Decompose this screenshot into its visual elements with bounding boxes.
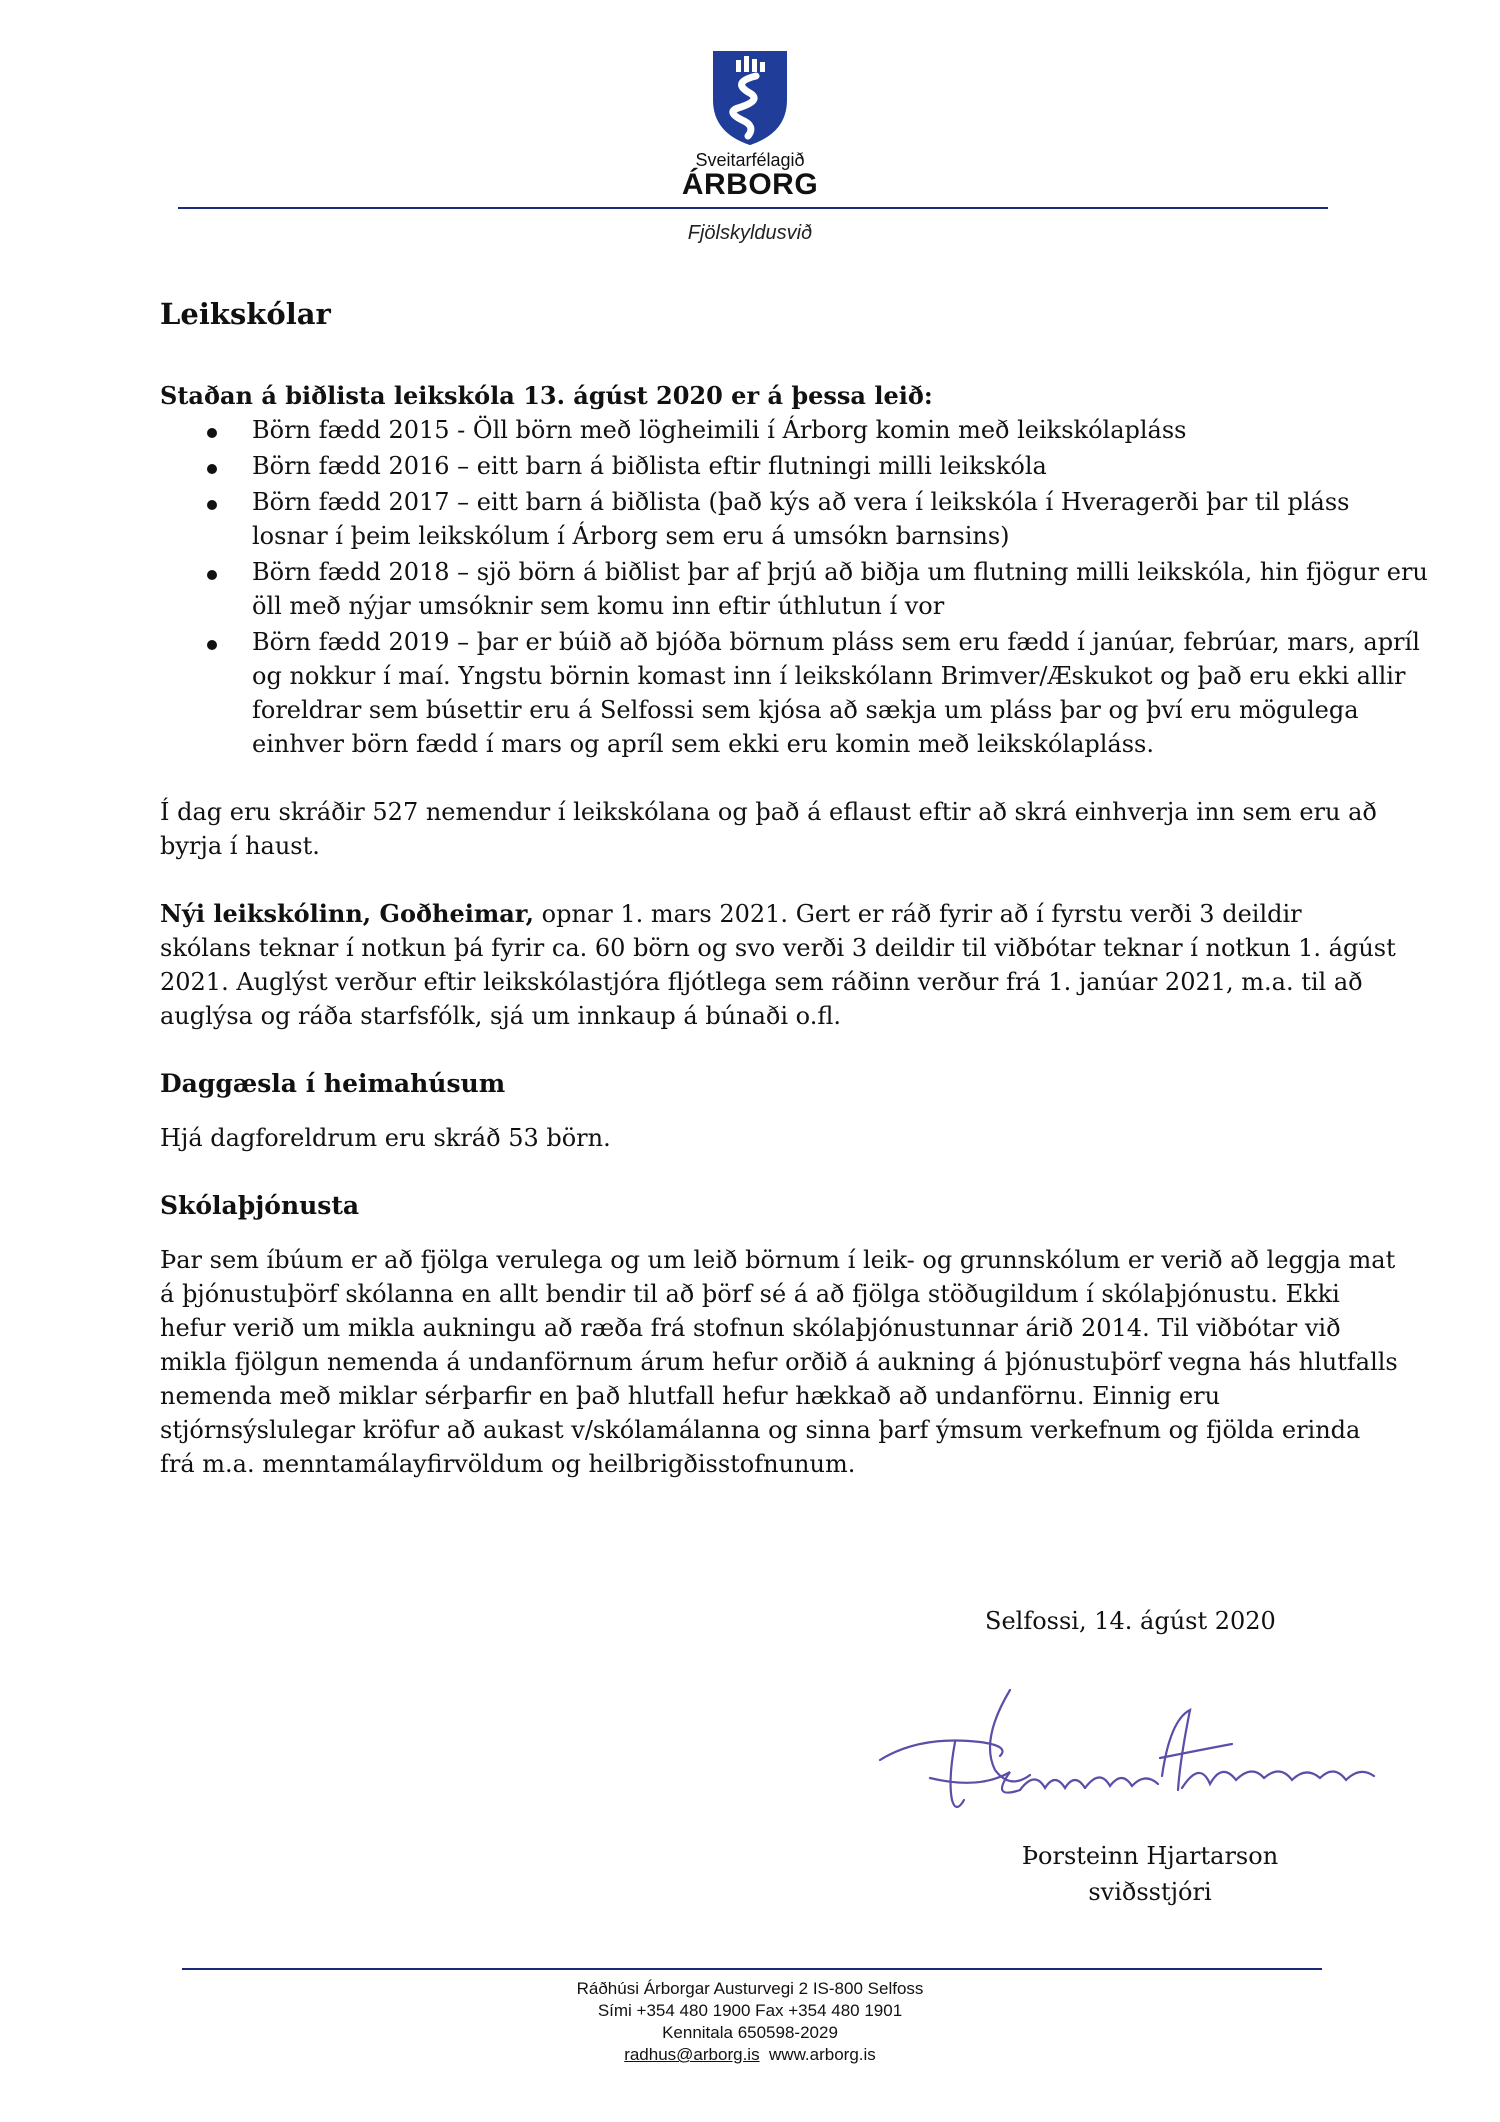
footer-address: Ráðhúsi Árborgar Austurvegi 2 IS-800 Selfoss	[576, 1979, 924, 1998]
signer-block	[1020, 1838, 1280, 1910]
page-title: Leikskólar	[160, 297, 331, 331]
list-item	[160, 625, 1430, 761]
services-paragraph: Þar sem íbúum er að fjölga verulega og um leið börnum í leik- og grunnskólum er verið að leggja mat á þjónustuþörf skólanna en allt bendir til að þörf sé á að fjölga stöðugildum í skólaþjónustu. Ekki hefur verið um mikla aukningu að ræða frá stofnun skólaþjónustunnar árið 2014. Til viðbótar við mikla fjölgun nemenda á undanförnum árum hefur orðið á aukning á þjónustuþörf vegna hás hlutfalls nemenda með miklar sérþarfir en það hlutfall hefur hækkað að undanförnu. Einnig eru stjórnsýslulegar kröfur að aukast v/skólamálanna og sinna þarf ýmsum verkefnum og fjölda erinda frá m.a. menntamálayfirvöldum og heilbrigðisstofnunum.	[160, 1246, 1398, 1478]
footer-kennitala: Kennitala 650598-2029	[662, 2023, 838, 2042]
website-text: www.arborg.is	[769, 2045, 876, 2064]
org-brand: ÁRBORG	[681, 168, 819, 201]
daycare-heading: Daggæsla í heimahúsum	[160, 1069, 506, 1098]
org-name: Sveitarfélagið	[695, 150, 805, 170]
waitlist-list	[160, 413, 1460, 761]
list-item-text: Börn fædd 2019 – þar er búið að bjóða börnum pláss sem eru fædd í janúar, febrúar, mars, apríl og nokkur í maí. Yngstu börnin komast inn í leikskólann Brimver/Æskukot og það eru ekki allir foreldrar sem búsettir eru á Selfossi sem kjósa að sækja um pláss þar og því eru mögulega einhver börn fædd í mars og apríl sem ekki eru komin með leikskólapláss.	[252, 628, 1420, 758]
signer-title: sviðsstjóri	[1088, 1878, 1212, 1906]
list-item	[160, 555, 1430, 623]
header-divider	[178, 207, 1328, 209]
footer-phone: Sími +354 480 1900 Fax +354 480 1901	[597, 2001, 903, 2020]
new-school-text: opnar 1. mars 2021. Gert er ráð fyrir að í fyrstu verði 3 deildir skólans teknar í notkun þá fyrir ca. 60 börn og svo verði 3 deildir til viðbótar teknar í notkun 1. ágúst 2021. Auglýst verður eftir leikskólastjóra fljótlega sem ráðinn verður frá 1. janúar 2021, m.a. til að auglýsa og ráða starfsfólk, sjá um innkaup á búnaði o.fl.	[160, 900, 1396, 1030]
handwritten-signature	[860, 1680, 1400, 1830]
services-heading: Skólaþjónusta	[160, 1191, 360, 1220]
bullet-icon	[207, 570, 217, 580]
list-item	[160, 449, 1430, 483]
email-link[interactable]: radhus@arborg.is	[624, 2045, 760, 2064]
list-item-text: Börn fædd 2016 – eitt barn á biðlista eftir flutningi milli leikskóla	[252, 452, 1047, 480]
footer	[450, 1978, 1050, 2066]
footer-divider	[182, 1968, 1322, 1970]
list-item	[160, 413, 1430, 447]
new-school-paragraph	[160, 897, 1400, 1033]
daycare-paragraph: Hjá dagforeldrum eru skráð 53 börn.	[160, 1124, 611, 1152]
list-item-text: Börn fædd 2018 – sjö börn á biðlist þar af þrjú að biðja um flutning milli leikskóla, hin fjögur eru öll með nýjar umsóknir sem komu inn eftir úthlutun í vor	[252, 558, 1428, 620]
list-item-text: Börn fædd 2017 – eitt barn á biðlista (það kýs að vera í leikskóla í Hveragerði þar til pláss losnar í þeim leikskólum í Árborg sem eru á umsókn barnsins)	[252, 488, 1350, 550]
bullet-icon	[207, 428, 217, 438]
waitlist-heading: Staðan á biðlista leikskóla 13. ágúst 2020 er á þessa leið:	[160, 381, 933, 410]
letter-body	[160, 296, 1460, 1481]
arborg-coat-of-arms-logo	[712, 50, 788, 146]
place-date: Selfossi, 14. ágúst 2020	[985, 1607, 1276, 1635]
department-label: Fjölskyldusvið	[687, 222, 813, 244]
enrollment-paragraph: Í dag eru skráðir 527 nemendur í leikskólana og það á eflaust eftir að skrá einhverja inn sem eru að byrja í haust.	[160, 798, 1377, 860]
footer-links	[450, 2044, 1050, 2066]
bullet-icon	[207, 640, 217, 650]
bullet-icon	[207, 464, 217, 474]
list-item	[160, 485, 1430, 553]
bullet-icon	[207, 500, 217, 510]
new-school-name: Nýi leikskólinn, Goðheimar,	[160, 899, 535, 928]
list-item-text: Börn fædd 2015 - Öll börn með lögheimili í Árborg komin með leikskólapláss	[252, 416, 1187, 444]
signer-name: Þorsteinn Hjartarson	[1021, 1842, 1279, 1870]
